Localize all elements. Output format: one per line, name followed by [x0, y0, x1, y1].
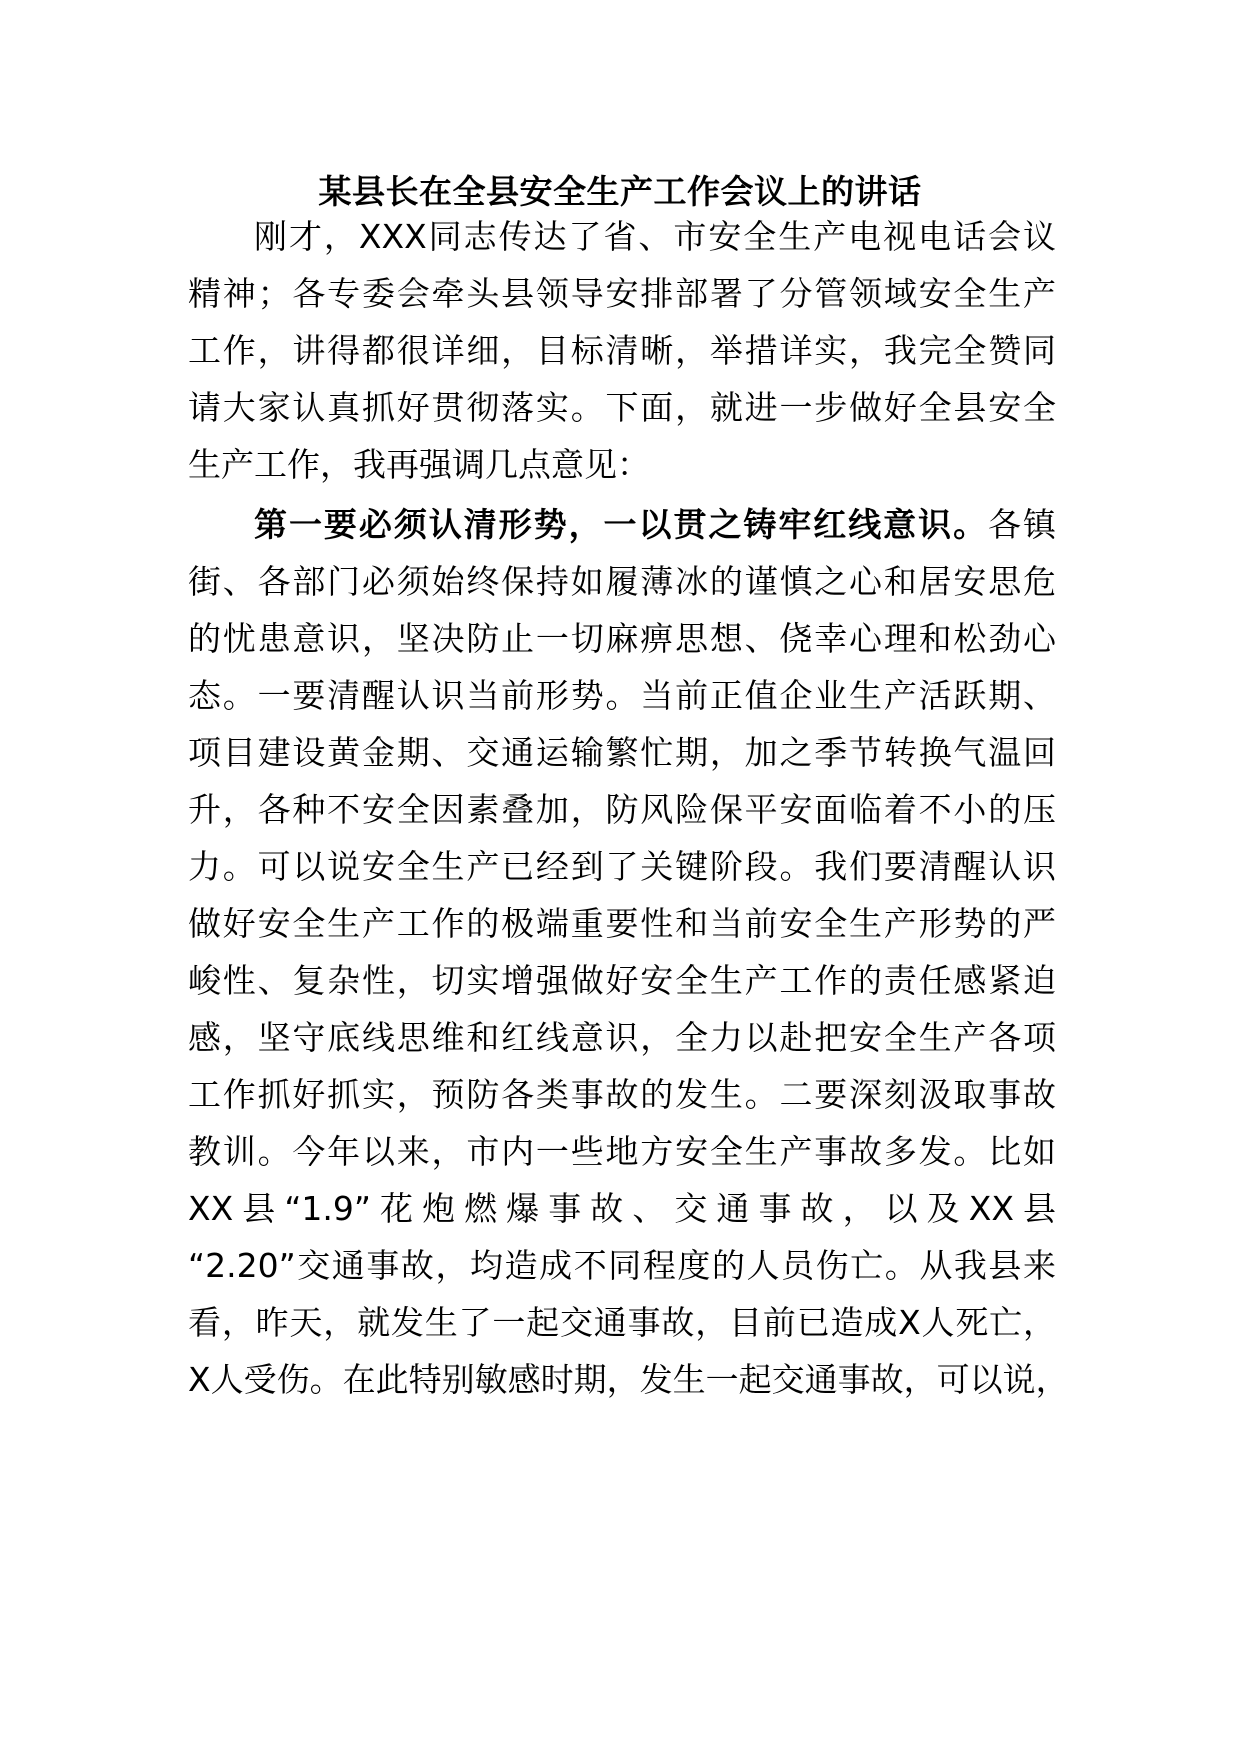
paragraph-line: 精神；各专委会牵头县领导安排部署了分管领域安全生产	[188, 274, 1056, 313]
paragraph-line: 做好安全生产工作的极端重要性和当前安全生产形势的严	[188, 904, 1056, 943]
paragraph-line: 感，坚守底线思维和红线意识，全力以赴把安全生产各项	[188, 1018, 1056, 1057]
paragraph-line: 看，昨天，就发生了一起交通事故，目前已造成X人死亡，	[188, 1303, 1056, 1342]
paragraph-line: 峻性、复杂性，切实增强做好安全生产工作的责任感紧迫	[188, 961, 1056, 1000]
paragraph-line: 项目建设黄金期、交通运输繁忙期，加之季节转换气温回	[188, 733, 1056, 772]
paragraph-line: 的忧患意识，坚决防止一切麻痹思想、侥幸心理和松劲心	[188, 619, 1056, 658]
paragraph-line: 工作抓好抓实，预防各类事故的发生。二要深刻汲取事故	[188, 1075, 1056, 1114]
paragraph-line: 态。一要清醒认识当前形势。当前正值企业生产活跃期、	[188, 676, 1056, 715]
paragraph-line: 升，各种不安全因素叠加，防风险保平安面临着不小的压	[188, 790, 1056, 829]
section-lead-text: 各镇	[988, 505, 1057, 544]
paragraph-line: XX县“1.9”花炮燃爆事故、交通事故，以及XX县	[188, 1189, 1056, 1228]
paragraph-line: “2.20”交通事故，均造成不同程度的人员伤亡。从我县来	[188, 1246, 1056, 1285]
paragraph-line: 力。可以说安全生产已经到了关键阶段。我们要清醒认识	[188, 847, 1056, 886]
section-heading: 第一要必须认清形势，一以贯之铸牢红线意识。	[254, 505, 989, 544]
paragraph-line: 工作，讲得都很详细，目标清晰，举措详实，我完全赞同	[188, 331, 1056, 370]
paragraph-line: 刚才，XXX同志传达了省、市安全生产电视电话会议	[254, 217, 1056, 256]
paragraph-line: 教训。今年以来，市内一些地方安全生产事故多发。比如	[188, 1132, 1056, 1171]
paragraph-line: 生产工作，我再强调几点意见：	[188, 445, 650, 484]
paragraph-line: 街、各部门必须始终保持如履薄冰的谨慎之心和居安思危	[188, 562, 1056, 601]
paragraph-line: X人受伤。在此特别敏感时期，发生一起交通事故，可以说，	[188, 1360, 1069, 1399]
section-line	[254, 501, 1056, 549]
page-title: 某县长在全县安全生产工作会议上的讲话	[318, 172, 922, 211]
paragraph-line: 请大家认真抓好贯彻落实。下面，就进一步做好全县安全	[188, 388, 1056, 427]
